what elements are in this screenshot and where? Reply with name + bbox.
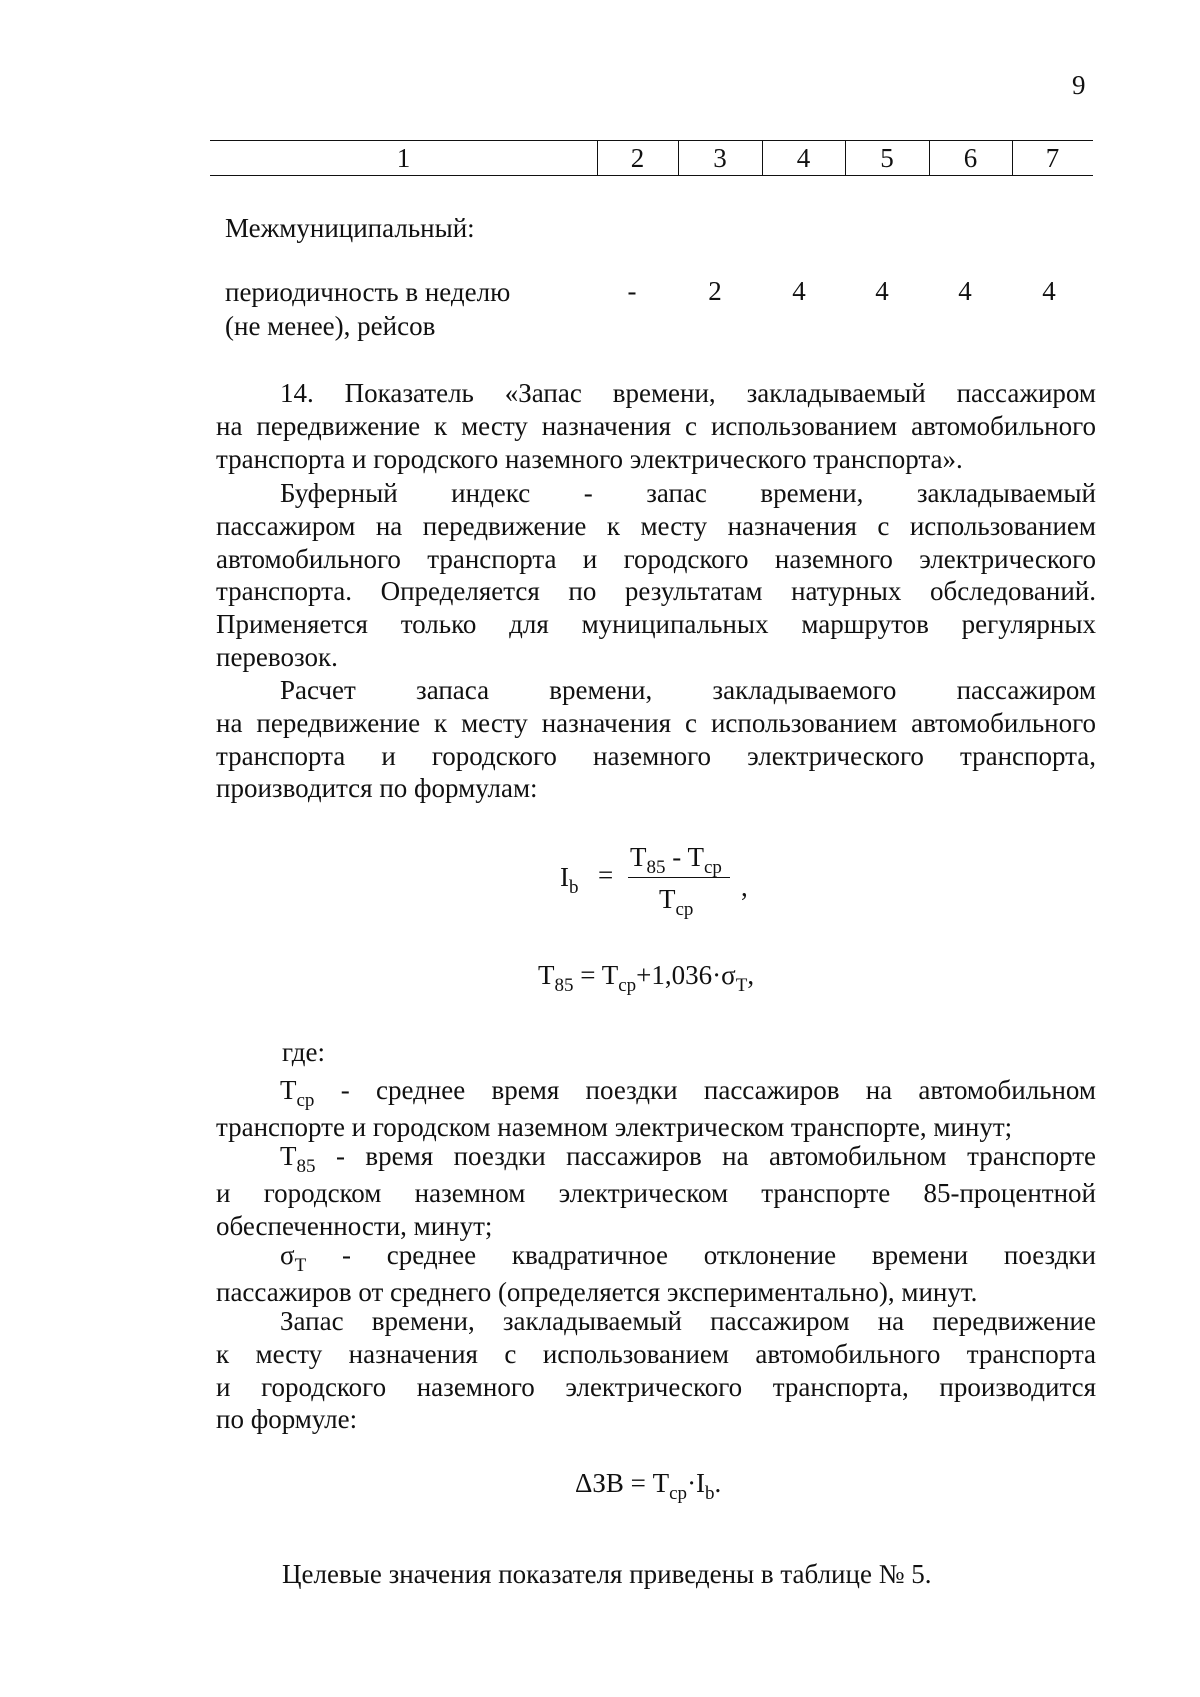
formula-t85: $T_{85} = T_{cp}+1,036\cdot\sigma_T$, — [538, 960, 755, 996]
text-line: пассажиров от среднего (определяется экспериментально), минут. — [216, 1276, 978, 1307]
paragraph-buffer-index — [216, 477, 1096, 674]
text-line: перевозок. — [216, 641, 338, 672]
paragraph-calculation — [216, 674, 1096, 805]
column-number-7: 7 — [1045, 143, 1060, 173]
text-line: обеспеченности, минут; — [216, 1210, 493, 1241]
formula-time-reserve: $\Delta ЗВ = T_{cp}\cdot I_b$. — [575, 1468, 722, 1504]
text-line: транспорта и городского наземного электрического транспорта, — [216, 740, 1096, 771]
text-line: транспорта и городского наземного электрического транспорта». — [216, 443, 963, 474]
target-values-note: Целевые значения показателя приведены в таблице № 5. — [282, 1559, 932, 1589]
text-line: производится по формулам: — [216, 773, 538, 804]
section-label: Межмуниципальный: — [225, 213, 475, 243]
text-line: автомобильного транспорта и городского наземного электрического — [216, 543, 1096, 574]
fraction-bar — [628, 877, 730, 878]
row-value-col3: 2 — [708, 276, 722, 306]
row-value-col2: - — [627, 276, 637, 306]
symbol-sigma: $\sigma_T$ — [280, 1240, 307, 1276]
column-number-2: 2 — [630, 143, 645, 173]
formula-numerator: $T_{85} - T_{cp}$ — [630, 842, 722, 878]
text-line: $T_{cp}$ - среднее время поездки пассажиров на автомобильном — [280, 1075, 1097, 1111]
column-number-4: 4 — [796, 143, 811, 173]
row-value-col7: 4 — [1042, 276, 1056, 306]
text-line: и городского наземного электрического транспорта, производится — [216, 1371, 1096, 1402]
text-line: Запас времени, закладываемый пассажиром на передвижение — [280, 1306, 1096, 1336]
paragraph-14-title — [216, 377, 1096, 475]
formula-comma: , — [741, 872, 748, 902]
text-line: Расчет запаса времени, закладываемого пассажиром — [280, 675, 1096, 705]
text-line: $T_{85}$ - время поездки пассажиров на автомобильном транспорте — [280, 1141, 1097, 1177]
column-number-1: 1 — [396, 143, 411, 173]
text-line: на передвижение к месту назначения с использованием автомобильного — [216, 707, 1096, 738]
row-value-col5: 4 — [875, 276, 889, 306]
column-number-5: 5 — [880, 143, 894, 173]
row-value-col4: 4 — [792, 276, 806, 306]
symbol-tcp: $T_{cp}$ — [280, 1075, 315, 1111]
text-line: $\sigma_T$ - среднее квадратичное отклонение времени поездки — [280, 1240, 1096, 1276]
column-number-6: 6 — [963, 143, 978, 173]
text-line: 14. Показатель «Запас времени, закладываемый пассажиром — [280, 378, 1096, 408]
row-label-line-2: (не менее), рейсов — [225, 311, 436, 341]
row-label-line-1: периодичность в неделю — [225, 277, 511, 307]
paragraph-time-reserve — [216, 1305, 1096, 1436]
definition-t85 — [216, 1140, 1096, 1242]
text-line: на передвижение к месту назначения с использованием автомобильного — [216, 410, 1096, 441]
column-number-3: 3 — [713, 143, 727, 173]
text-line: к месту назначения с использованием автомобильного транспорта — [216, 1338, 1096, 1369]
formula-lhs: $I_b$ — [560, 862, 579, 898]
table-header — [210, 140, 1093, 178]
where-label: где: — [282, 1037, 325, 1067]
formula-denominator: $T_{cp}$ — [659, 884, 694, 920]
equals-sign: = — [598, 860, 614, 890]
symbol-t85: $T_{85}$ — [280, 1141, 316, 1177]
text-line: и городском наземном электрическом транспорте 85-процентной — [216, 1177, 1096, 1208]
definition-tcp — [216, 1074, 1096, 1144]
text-line: по формуле: — [216, 1404, 358, 1435]
text-line: Применяется только для муниципальных маршрутов регулярных — [216, 609, 1096, 640]
text-line: транспорта. Определяется по результатам натурных обследований. — [216, 576, 1096, 607]
row-value-col6: 4 — [958, 276, 972, 306]
page-number: 9 — [1072, 70, 1086, 100]
text-line: транспорте и городском наземном электрическом транспорте, минут; — [216, 1111, 1013, 1142]
text-line: пассажиром на передвижение к месту назначения с использованием — [216, 510, 1096, 541]
text-line: Буферный индекс - запас времени, закладываемый — [280, 478, 1096, 508]
definition-sigma — [216, 1239, 1096, 1309]
